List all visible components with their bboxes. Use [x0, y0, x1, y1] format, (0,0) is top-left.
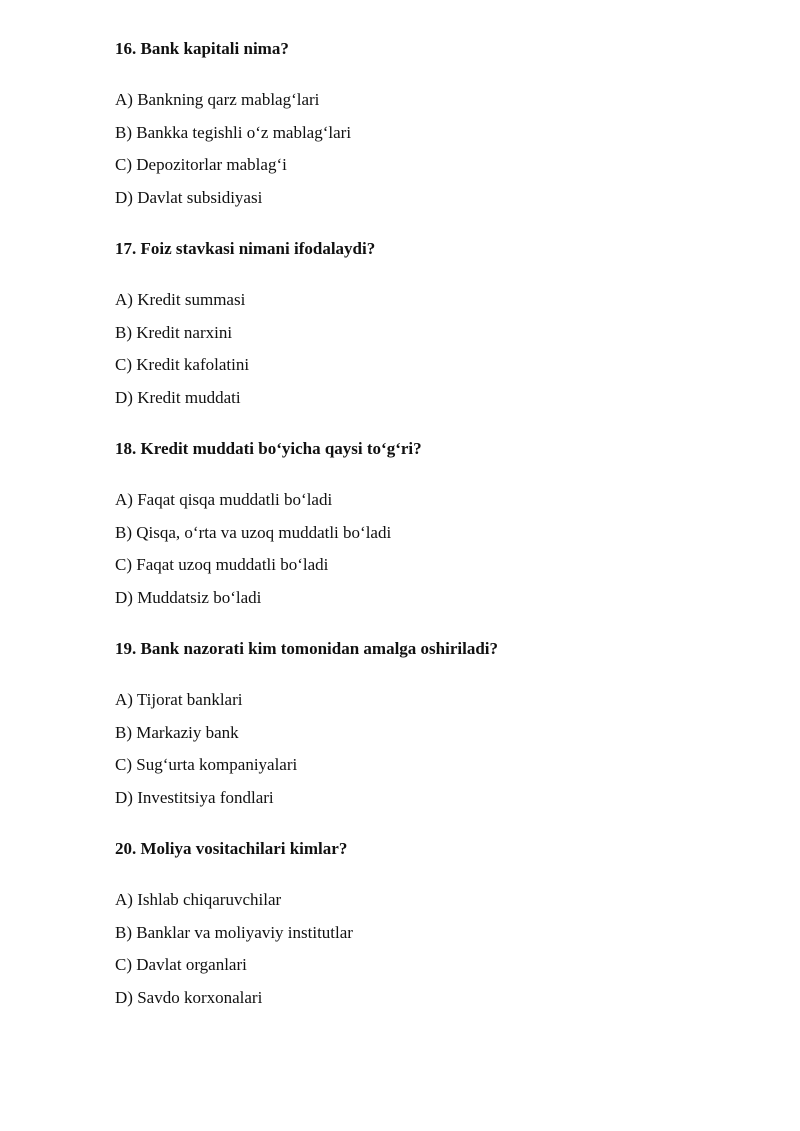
answer-option-c: C) Depozitorlar mablag‘i — [115, 155, 287, 174]
answer-option-d: D) Kredit muddati — [115, 387, 241, 407]
question-18 — [115, 438, 755, 619]
answer-options — [115, 489, 755, 619]
answer-option-d: D) Investitsiya fondlari — [115, 787, 274, 807]
question-17 — [115, 238, 755, 419]
answer-options — [115, 289, 755, 419]
question-16 — [115, 38, 755, 219]
answer-option-c: C) Faqat uzoq muddatli bo‘ladi — [115, 555, 329, 574]
answer-option-a: A) Tijorat banklari — [115, 690, 243, 709]
question-title: 20. Moliya vositachilari kimlar? — [115, 839, 348, 858]
answer-option-b: B) Banklar va moliyaviy institutlar — [115, 922, 353, 942]
answer-option-a: A) Kredit summasi — [115, 290, 246, 309]
answer-options — [115, 689, 755, 819]
question-title: 16. Bank kapitali nima? — [115, 39, 289, 58]
question-title: 18. Kredit muddati bo‘yicha qaysi to‘g‘ri? — [115, 439, 422, 458]
answer-option-a: A) Bankning qarz mablag‘lari — [115, 90, 320, 109]
question-19 — [115, 638, 755, 819]
answer-option-a: A) Ishlab chiqaruvchilar — [115, 890, 282, 909]
answer-option-c: C) Kredit kafolatini — [115, 355, 250, 374]
answer-option-c: C) Davlat organlari — [115, 955, 247, 974]
answer-options — [115, 889, 755, 1019]
answer-option-b: B) Bankka tegishli o‘z mablag‘lari — [115, 122, 352, 142]
answer-option-b: B) Markaziy bank — [115, 722, 239, 742]
answer-option-d: D) Davlat subsidiyasi — [115, 187, 263, 207]
answer-option-d: D) Savdo korxonalari — [115, 987, 263, 1007]
question-20 — [115, 838, 755, 1019]
answer-option-a: A) Faqat qisqa muddatli bo‘ladi — [115, 490, 333, 509]
question-title: 17. Foiz stavkasi nimani ifodalaydi? — [115, 239, 376, 258]
answer-option-b: B) Qisqa, o‘rta va uzoq muddatli bo‘ladi — [115, 522, 392, 542]
answer-option-c: C) Sug‘urta kompaniyalari — [115, 755, 298, 774]
answer-option-d: D) Muddatsiz bo‘ladi — [115, 587, 262, 607]
answer-option-b: B) Kredit narxini — [115, 322, 233, 342]
answer-options — [115, 89, 755, 219]
question-title: 19. Bank nazorati kim tomonidan amalga oshiriladi? — [115, 639, 499, 658]
